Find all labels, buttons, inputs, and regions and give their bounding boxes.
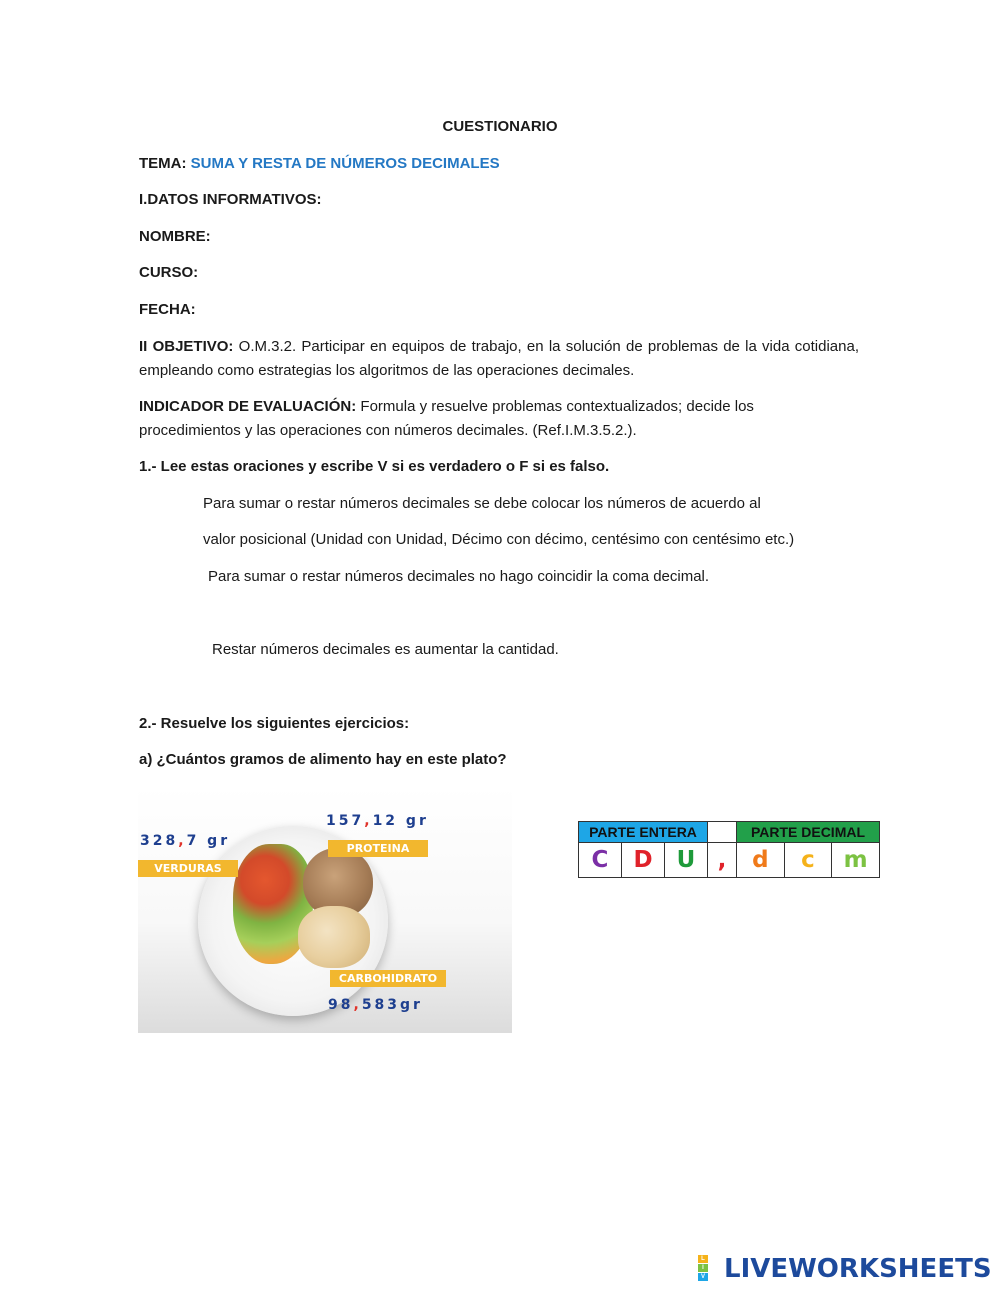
statement-3: Restar números decimales es aumentar la cantidad.: [212, 641, 559, 658]
place-milesimos: m: [832, 843, 880, 878]
header-gap: [708, 822, 737, 843]
verduras-label: VERDURAS: [138, 860, 238, 877]
objetivo-label: II OBJETIVO:: [139, 338, 234, 355]
question2-title: 2.- Resuelve los siguientes ejercicios:: [139, 715, 410, 732]
statement-2: Para sumar o restar números decimales no hago coincidir la coma decimal.: [208, 568, 710, 585]
beans-icon: [298, 906, 370, 968]
place-value-table: [578, 821, 880, 878]
objetivo-paragraph: [139, 335, 859, 383]
question2-part-a: a) ¿Cuántos gramos de alimento hay en este plato?: [139, 751, 507, 768]
carbohidrato-amount: 98,583gr: [328, 997, 423, 1013]
objetivo-text: O.M.3.2. Participar en equipos de trabajo, en la solución de problemas de la vida cotidiana, empleando como estrategias los algoritmos de las operaciones decimales.: [139, 338, 859, 379]
datos-heading: I.DATOS INFORMATIVOS:: [139, 191, 322, 208]
proteina-amount: 157,12 gr: [326, 813, 429, 829]
tema-label: TEMA:: [139, 155, 187, 172]
carbohidrato-label: CARBOHIDRATO: [330, 970, 446, 987]
liveworksheets-logo-icon: L I V: [698, 1255, 708, 1283]
tema-line: [139, 155, 500, 172]
indicador-label: INDICADOR DE EVALUACIÓN:: [139, 398, 357, 415]
place-unidades: U: [665, 843, 708, 878]
brand-name[interactable]: LIVEWORKSHEETS: [724, 1254, 992, 1284]
place-centenas: C: [579, 843, 622, 878]
verduras-amount: 328,7 gr: [140, 833, 231, 849]
curso-label: CURSO:: [139, 264, 199, 281]
nombre-label: NOMBRE:: [139, 228, 211, 245]
tema-value: SUMA Y RESTA DE NÚMEROS DECIMALES: [190, 155, 500, 172]
statement-1-cont: valor posicional (Unidad con Unidad, Décimo con décimo, centésimo con centésimo etc.): [203, 531, 795, 548]
parte-decimal-header: PARTE DECIMAL: [737, 822, 880, 843]
statement-1: Para sumar o restar números decimales se debe colocar los números de acuerdo al: [203, 495, 761, 512]
proteina-label: PROTEINA: [328, 840, 428, 857]
place-decimos: d: [737, 843, 785, 878]
place-decenas: D: [622, 843, 665, 878]
food-plate-image: [138, 786, 512, 1033]
indicador-paragraph: [139, 395, 859, 443]
fecha-label: FECHA:: [139, 301, 196, 318]
parte-entera-header: PARTE ENTERA: [579, 822, 708, 843]
place-comma: ,: [708, 843, 737, 878]
indicador-text: Formula y resuelve problemas contextualizados; decide los procedimientos y las operaciones con números decimales. (Ref.I.M.3.5.2.).: [139, 398, 754, 439]
question1-title: 1.- Lee estas oraciones y escribe V si es verdadero o F si es falso.: [139, 458, 610, 475]
page-title: CUESTIONARIO: [442, 118, 558, 135]
place-centesimos: c: [784, 843, 832, 878]
